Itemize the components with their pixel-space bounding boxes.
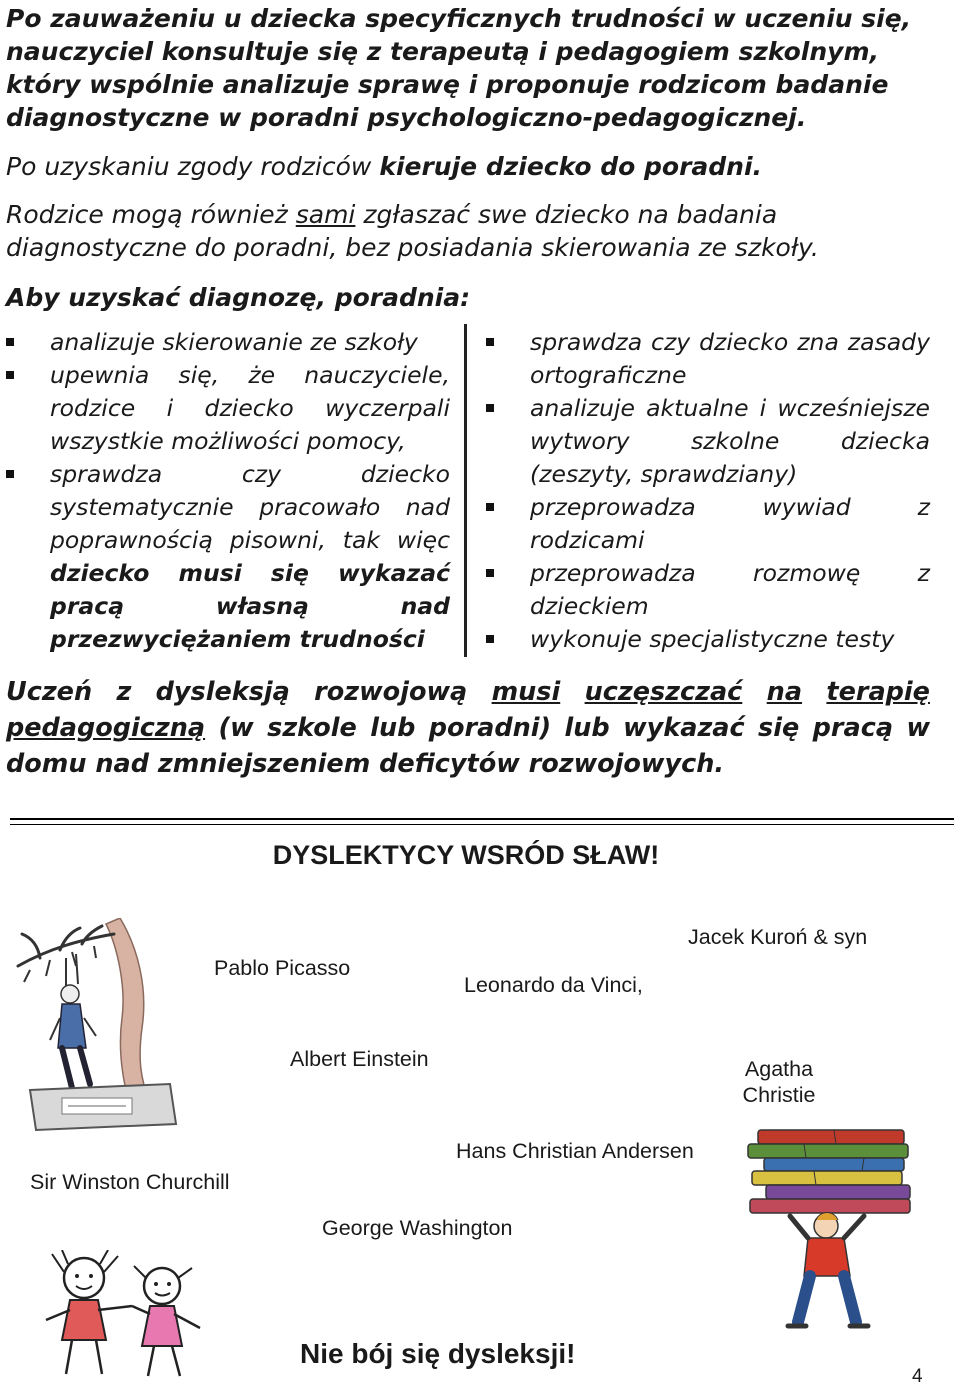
closing-slogan: Nie bój się dysleksji!	[300, 1338, 576, 1369]
list-item-text: upewnia się, że nauczyciele, rodzice i dziecko wyczerpali wszystkie możliwości pomocy,	[50, 361, 450, 455]
name-da-vinci: Leonardo da Vinci,	[464, 973, 643, 997]
bullet-icon	[6, 338, 14, 346]
intro-paragraph-2-text: Po uzyskaniu zgody rodziców	[6, 152, 380, 181]
name-washington: George Washington	[322, 1216, 513, 1240]
bullet-icon	[6, 470, 14, 478]
double-rule-top	[10, 818, 954, 820]
list-item	[486, 557, 930, 623]
right-bullet-list	[486, 326, 930, 656]
name-picasso: Pablo Picasso	[214, 956, 351, 980]
bullet-icon	[486, 404, 494, 412]
list-item-text: przeprowadza wywiad z rodzicami	[530, 493, 930, 554]
bullet-icon	[486, 503, 494, 511]
name-christie-line-2: Christie	[742, 1083, 816, 1107]
bullet-icon	[486, 635, 494, 643]
double-rule-bottom	[10, 824, 954, 825]
list-item-bold-text: dziecko musi się wykazać pracą własną nad przezwyciężaniem trudności	[50, 559, 450, 653]
list-item	[6, 458, 450, 656]
left-bullet-list	[6, 326, 450, 656]
list-item	[486, 491, 930, 557]
name-christie-line-1: Agatha	[744, 1057, 814, 1081]
intro-paragraph-3-underlined: sami	[295, 200, 356, 229]
bullet-icon	[486, 569, 494, 577]
list-item	[6, 359, 450, 458]
page-number: 4	[912, 1366, 923, 1387]
conclusion-text-b: (w szkole lub poradni) lub wykazać się pracą w domu nad zmniejszeniem deficytów rozwojowych.	[6, 713, 930, 779]
column-divider	[464, 324, 467, 657]
conclusion-underlined-uczeszczac: uczęszczać	[584, 677, 743, 707]
list-item-text: wykonuje specjalistyczne testy	[530, 625, 895, 653]
name-churchill: Sir Winston Churchill	[30, 1170, 230, 1194]
list-item	[486, 623, 930, 656]
intro-paragraph-2	[6, 150, 932, 183]
list-item-text: analizuje aktualne i wcześniejsze wytwory szkolne dziecka (zeszyty, sprawdziany)	[530, 394, 930, 488]
bullet-icon	[486, 338, 494, 346]
intro-paragraph-2-bold: kieruje dziecko do poradni.	[379, 152, 763, 181]
tree-hanging-figure-illustration	[10, 918, 188, 1144]
name-christie	[738, 1056, 820, 1108]
conclusion-underlined-na: na	[766, 677, 803, 707]
conclusion-underlined-musi: musi	[491, 677, 561, 707]
list-item	[486, 392, 930, 491]
conclusion-paragraph	[6, 674, 930, 782]
dancing-kids-illustration	[22, 1250, 222, 1384]
name-kuron: Jacek Kuroń & syn	[688, 925, 868, 949]
bullet-icon	[6, 371, 14, 379]
name-andersen: Hans Christian Andersen	[456, 1139, 694, 1163]
list-item	[486, 326, 930, 392]
list-item	[6, 326, 450, 359]
list-item-text: przeprowadza rozmowę z dzieckiem	[530, 559, 930, 620]
list-item-text: sprawdza czy dziecko systematycznie pracowało nad poprawnością pisowni, tak więc	[50, 460, 450, 554]
list-item-text: analizuje skierowanie ze szkoły	[50, 328, 418, 356]
intro-paragraph-3-text-b: zgłaszać swe dziecko na badania diagnostyczne do poradni, bez posiadania skierowania ze szkoły.	[6, 200, 819, 262]
books-stack-carrier-illustration	[744, 1126, 934, 1344]
list-item-text: sprawdza czy dziecko zna zasady ortograficzne	[530, 328, 930, 389]
section-title: DYSLEKTYCY WSRÓD SŁAW!	[272, 840, 660, 870]
conclusion-underlined-terapie: terapię pedagogiczną	[6, 677, 930, 743]
intro-paragraph-4: Aby uzyskać diagnozę, poradnia:	[6, 283, 471, 312]
conclusion-text-a: Uczeń z dysleksją rozwojową	[6, 677, 492, 707]
intro-paragraph-1: Po zauważeniu u dziecka specyficznych trudności w uczeniu się, nauczyciel konsultuje się z terapeutą i pedagogiem szkolnym, który wspólnie analizuje sprawę i proponuje rodzicom badanie diagnostyczne w poradni psychologiczno-pedagogicznej.	[6, 4, 912, 132]
intro-paragraph-3-text-a: Rodzice mogą również	[6, 200, 296, 229]
intro-paragraph-3	[6, 198, 932, 264]
name-einstein: Albert Einstein	[290, 1047, 429, 1071]
